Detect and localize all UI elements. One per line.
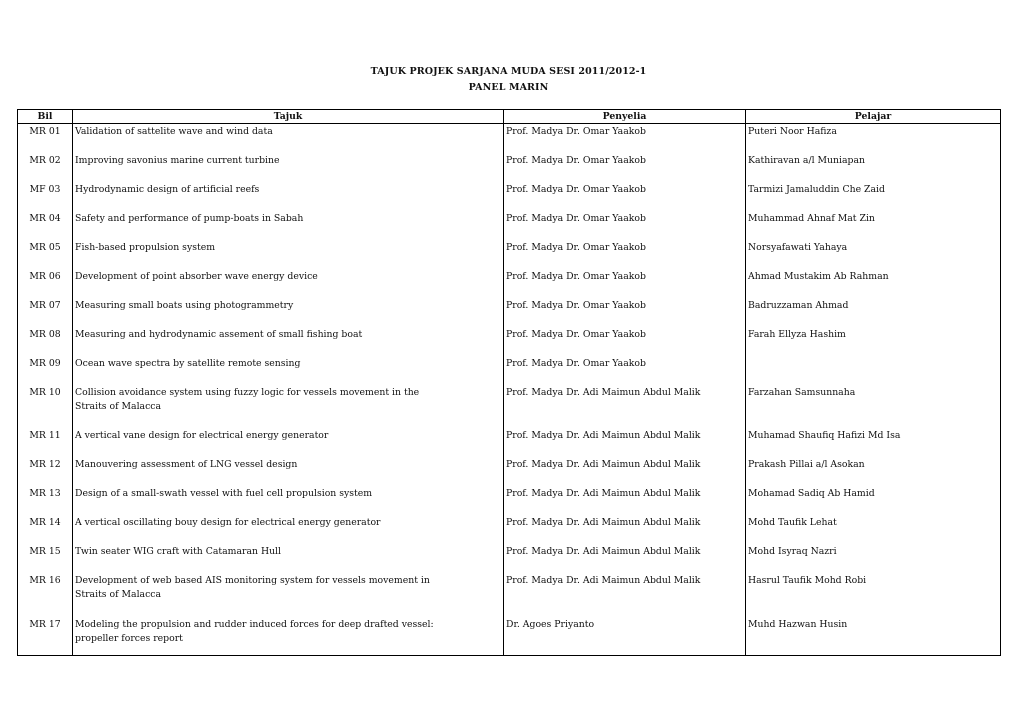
row-bil: MR 17 — [18, 617, 73, 656]
row-bil: MR 04 — [18, 211, 73, 240]
row-penyelia: Dr. Agoes Priyanto — [504, 617, 746, 656]
row-tajuk: Development of point absorber wave energy device — [73, 269, 504, 298]
row-bil: MR 02 — [18, 153, 73, 182]
row-penyelia: Prof. Madya Dr. Adi Maimun Abdul Malik — [504, 385, 746, 428]
row-tajuk: Design of a small-swath vessel with fuel cell propulsion system — [73, 486, 504, 515]
row-bil: MR 01 — [18, 124, 73, 153]
table-header-row — [18, 110, 1001, 124]
header-bil: Bil — [18, 110, 73, 124]
row-bil: MR 15 — [18, 544, 73, 573]
row-pelajar: Mohamad Sadiq Ab Hamid — [746, 486, 1001, 515]
row-tajuk: A vertical vane design for electrical energy generator — [73, 428, 504, 457]
table-row — [18, 356, 1001, 385]
row-pelajar: Norsyafawati Yahaya — [746, 240, 1001, 269]
row-bil: MR 08 — [18, 327, 73, 356]
table-row — [18, 124, 1001, 153]
row-pelajar: Tarmizi Jamaluddin Che Zaid — [746, 182, 1001, 211]
table-row — [18, 153, 1001, 182]
row-tajuk: Development of web based AIS monitoring system for vessels movement in Straits of Malacca — [73, 573, 504, 617]
row-bil: MR 05 — [18, 240, 73, 269]
header-pelajar: Pelajar — [746, 110, 1001, 124]
row-tajuk: Safety and performance of pump-boats in Sabah — [73, 211, 504, 240]
row-tajuk: Measuring and hydrodynamic assement of small fishing boat — [73, 327, 504, 356]
row-pelajar: Muhamad Shaufiq Hafizi Md Isa — [746, 428, 1001, 457]
row-pelajar: Puteri Noor Hafiza — [746, 124, 1001, 153]
row-tajuk: Measuring small boats using photogrammetry — [73, 298, 504, 327]
row-tajuk: Hydrodynamic design of artificial reefs — [73, 182, 504, 211]
row-pelajar — [746, 356, 1001, 385]
row-pelajar: Farah Ellyza Hashim — [746, 327, 1001, 356]
row-bil: MR 14 — [18, 515, 73, 544]
row-bil: MR 07 — [18, 298, 73, 327]
row-bil: MF 03 — [18, 182, 73, 211]
row-penyelia: Prof. Madya Dr. Omar Yaakob — [504, 356, 746, 385]
table-row — [18, 573, 1001, 617]
row-penyelia: Prof. Madya Dr. Adi Maimun Abdul Malik — [504, 573, 746, 617]
row-penyelia: Prof. Madya Dr. Omar Yaakob — [504, 211, 746, 240]
row-penyelia: Prof. Madya Dr. Adi Maimun Abdul Malik — [504, 457, 746, 486]
row-pelajar: Muhammad Ahnaf Mat Zin — [746, 211, 1001, 240]
row-pelajar: Badruzzaman Ahmad — [746, 298, 1001, 327]
document-title: TAJUK PROJEK SARJANA MUDA SESI 2011/2012-1 — [370, 66, 647, 77]
row-bil: MR 11 — [18, 428, 73, 457]
table-row — [18, 269, 1001, 298]
row-penyelia: Prof. Madya Dr. Omar Yaakob — [504, 298, 746, 327]
row-tajuk: Ocean wave spectra by satellite remote sensing — [73, 356, 504, 385]
header-penyelia: Penyelia — [504, 110, 746, 124]
table-row — [18, 617, 1001, 656]
document-subtitle: PANEL MARIN — [468, 82, 549, 93]
project-table — [17, 109, 1001, 656]
row-pelajar: Prakash Pillai a/l Asokan — [746, 457, 1001, 486]
table-row — [18, 428, 1001, 457]
row-bil: MR 12 — [18, 457, 73, 486]
table-row — [18, 515, 1001, 544]
row-pelajar: Hasrul Taufik Mohd Robi — [746, 573, 1001, 617]
row-penyelia: Prof. Madya Dr. Adi Maimun Abdul Malik — [504, 544, 746, 573]
row-penyelia: Prof. Madya Dr. Omar Yaakob — [504, 269, 746, 298]
row-penyelia: Prof. Madya Dr. Omar Yaakob — [504, 327, 746, 356]
table-row — [18, 240, 1001, 269]
table-row — [18, 211, 1001, 240]
row-tajuk: Twin seater WIG craft with Catamaran Hull — [73, 544, 504, 573]
row-pelajar: Mohd Isyraq Nazri — [746, 544, 1001, 573]
row-penyelia: Prof. Madya Dr. Omar Yaakob — [504, 124, 746, 153]
row-bil: MR 16 — [18, 573, 73, 617]
row-bil: MR 09 — [18, 356, 73, 385]
table-row — [18, 182, 1001, 211]
row-bil: MR 10 — [18, 385, 73, 428]
row-pelajar: Muhd Hazwan Husin — [746, 617, 1001, 656]
table-row — [18, 457, 1001, 486]
row-tajuk: Collision avoidance system using fuzzy logic for vessels movement in the Straits of Malacca — [73, 385, 504, 428]
row-pelajar: Mohd Taufik Lehat — [746, 515, 1001, 544]
row-penyelia: Prof. Madya Dr. Adi Maimun Abdul Malik — [504, 515, 746, 544]
row-tajuk: Modeling the propulsion and rudder induced forces for deep drafted vessel: propeller forces report — [73, 617, 504, 656]
table-row — [18, 385, 1001, 428]
row-tajuk: Fish-based propulsion system — [73, 240, 504, 269]
row-penyelia: Prof. Madya Dr. Adi Maimun Abdul Malik — [504, 428, 746, 457]
row-pelajar: Kathiravan a/l Muniapan — [746, 153, 1001, 182]
header-tajuk: Tajuk — [73, 110, 504, 124]
table-row — [18, 327, 1001, 356]
row-tajuk: Validation of sattelite wave and wind data — [73, 124, 504, 153]
row-tajuk: A vertical oscillating bouy design for electrical energy generator — [73, 515, 504, 544]
row-bil: MR 06 — [18, 269, 73, 298]
table-row — [18, 298, 1001, 327]
table-row — [18, 544, 1001, 573]
row-penyelia: Prof. Madya Dr. Adi Maimun Abdul Malik — [504, 486, 746, 515]
row-penyelia: Prof. Madya Dr. Omar Yaakob — [504, 240, 746, 269]
row-pelajar: Ahmad Mustakim Ab Rahman — [746, 269, 1001, 298]
row-tajuk: Manouvering assessment of LNG vessel design — [73, 457, 504, 486]
row-tajuk: Improving savonius marine current turbine — [73, 153, 504, 182]
row-pelajar: Farzahan Samsunnaha — [746, 385, 1001, 428]
row-penyelia: Prof. Madya Dr. Omar Yaakob — [504, 182, 746, 211]
row-penyelia: Prof. Madya Dr. Omar Yaakob — [504, 153, 746, 182]
table-row — [18, 486, 1001, 515]
row-bil: MR 13 — [18, 486, 73, 515]
